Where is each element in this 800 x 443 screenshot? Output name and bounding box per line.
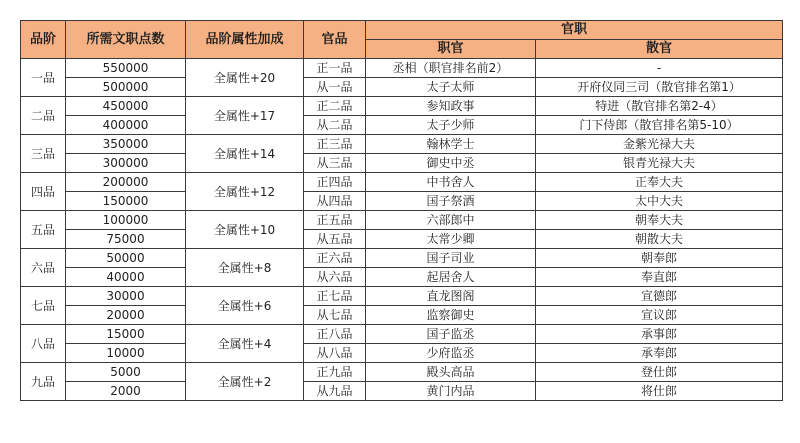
points-cell: 40000 — [66, 268, 186, 287]
bonus-cell: 全属性+12 — [186, 173, 304, 211]
points-cell: 5000 — [66, 363, 186, 382]
table-row — [21, 363, 783, 382]
grade-cell: 正一品 — [304, 59, 366, 78]
points-cell: 400000 — [66, 116, 186, 135]
rank-cell: 五品 — [21, 211, 66, 249]
office-cell: 御史中丞 — [366, 154, 536, 173]
points-cell: 15000 — [66, 325, 186, 344]
grade-cell: 从四品 — [304, 192, 366, 211]
grade-cell: 正六品 — [304, 249, 366, 268]
honorary-cell: 正奉大夫 — [536, 173, 783, 192]
office-cell: 殿头高品 — [366, 363, 536, 382]
honorary-cell: 朝奉大夫 — [536, 211, 783, 230]
bonus-cell: 全属性+20 — [186, 59, 304, 97]
rank-cell: 二品 — [21, 97, 66, 135]
points-cell: 550000 — [66, 59, 186, 78]
honorary-cell: 宣议郎 — [536, 306, 783, 325]
bonus-cell: 全属性+14 — [186, 135, 304, 173]
table-header — [21, 21, 783, 59]
table-row — [21, 97, 783, 116]
office-cell: 太子太师 — [366, 78, 536, 97]
points-cell: 200000 — [66, 173, 186, 192]
table-row — [21, 344, 783, 363]
table-row — [21, 268, 783, 287]
rank-table — [20, 20, 783, 401]
rank-cell: 七品 — [21, 287, 66, 325]
grade-cell: 正五品 — [304, 211, 366, 230]
table-row — [21, 135, 783, 154]
honorary-cell: 太中大夫 — [536, 192, 783, 211]
grade-cell: 从一品 — [304, 78, 366, 97]
office-cell: 国子祭酒 — [366, 192, 536, 211]
header-honorary: 散官 — [536, 40, 783, 59]
grade-cell: 正四品 — [304, 173, 366, 192]
table-row — [21, 211, 783, 230]
honorary-cell: - — [536, 59, 783, 78]
honorary-cell: 银青光禄大夫 — [536, 154, 783, 173]
header-post: 官职 — [366, 21, 783, 40]
header-rank: 品阶 — [21, 21, 66, 59]
table-row — [21, 78, 783, 97]
office-cell: 起居舍人 — [366, 268, 536, 287]
points-cell: 75000 — [66, 230, 186, 249]
table-row — [21, 249, 783, 268]
grade-cell: 从七品 — [304, 306, 366, 325]
rank-cell: 九品 — [21, 363, 66, 401]
points-cell: 30000 — [66, 287, 186, 306]
office-cell: 太常少卿 — [366, 230, 536, 249]
office-cell: 国子司业 — [366, 249, 536, 268]
honorary-cell: 开府仪同三司（散官排名第1） — [536, 78, 783, 97]
table-row — [21, 116, 783, 135]
points-cell: 10000 — [66, 344, 186, 363]
points-cell: 100000 — [66, 211, 186, 230]
table-row — [21, 382, 783, 401]
honorary-cell: 朝散大夫 — [536, 230, 783, 249]
grade-cell: 从五品 — [304, 230, 366, 249]
table-row — [21, 306, 783, 325]
header-points: 所需文职点数 — [66, 21, 186, 59]
points-cell: 500000 — [66, 78, 186, 97]
table-row — [21, 154, 783, 173]
office-cell: 黄门内品 — [366, 382, 536, 401]
grade-cell: 从八品 — [304, 344, 366, 363]
honorary-cell: 承事郎 — [536, 325, 783, 344]
grade-cell: 从六品 — [304, 268, 366, 287]
grade-cell: 正七品 — [304, 287, 366, 306]
header-office: 职官 — [366, 40, 536, 59]
honorary-cell: 特进（散官排名第2-4） — [536, 97, 783, 116]
bonus-cell: 全属性+6 — [186, 287, 304, 325]
points-cell: 350000 — [66, 135, 186, 154]
grade-cell: 正九品 — [304, 363, 366, 382]
honorary-cell: 宣德郎 — [536, 287, 783, 306]
points-cell: 300000 — [66, 154, 186, 173]
rank-cell: 八品 — [21, 325, 66, 363]
honorary-cell: 将仕郎 — [536, 382, 783, 401]
honorary-cell: 门下侍郎（散官排名第5-10） — [536, 116, 783, 135]
bonus-cell: 全属性+2 — [186, 363, 304, 401]
header-bonus: 品阶属性加成 — [186, 21, 304, 59]
grade-cell: 正八品 — [304, 325, 366, 344]
grade-cell: 从三品 — [304, 154, 366, 173]
table-body — [21, 59, 783, 401]
points-cell: 2000 — [66, 382, 186, 401]
honorary-cell: 登仕郎 — [536, 363, 783, 382]
honorary-cell: 朝奉郎 — [536, 249, 783, 268]
office-cell: 六部郎中 — [366, 211, 536, 230]
header-row — [21, 21, 783, 40]
points-cell: 450000 — [66, 97, 186, 116]
table-row — [21, 325, 783, 344]
office-cell: 国子监丞 — [366, 325, 536, 344]
rank-cell: 四品 — [21, 173, 66, 211]
honorary-cell: 奉直郎 — [536, 268, 783, 287]
table-row — [21, 192, 783, 211]
office-cell: 中书舍人 — [366, 173, 536, 192]
rank-cell: 一品 — [21, 59, 66, 97]
table-row — [21, 59, 783, 78]
table-row — [21, 287, 783, 306]
bonus-cell: 全属性+10 — [186, 211, 304, 249]
header-grade: 官品 — [304, 21, 366, 59]
honorary-cell: 金紫光禄大夫 — [536, 135, 783, 154]
grade-cell: 从二品 — [304, 116, 366, 135]
grade-cell: 从九品 — [304, 382, 366, 401]
bonus-cell: 全属性+17 — [186, 97, 304, 135]
honorary-cell: 承奉郎 — [536, 344, 783, 363]
points-cell: 150000 — [66, 192, 186, 211]
office-cell: 参知政事 — [366, 97, 536, 116]
bonus-cell: 全属性+4 — [186, 325, 304, 363]
points-cell: 50000 — [66, 249, 186, 268]
points-cell: 20000 — [66, 306, 186, 325]
rank-cell: 六品 — [21, 249, 66, 287]
rank-cell: 三品 — [21, 135, 66, 173]
office-cell: 太子少师 — [366, 116, 536, 135]
office-cell: 翰林学士 — [366, 135, 536, 154]
office-cell: 直龙图阁 — [366, 287, 536, 306]
table-row — [21, 230, 783, 249]
grade-cell: 正三品 — [304, 135, 366, 154]
table-row — [21, 173, 783, 192]
office-cell: 监察御史 — [366, 306, 536, 325]
bonus-cell: 全属性+8 — [186, 249, 304, 287]
grade-cell: 正二品 — [304, 97, 366, 116]
office-cell: 少府监丞 — [366, 344, 536, 363]
office-cell: 丞相（职官排名前2） — [366, 59, 536, 78]
